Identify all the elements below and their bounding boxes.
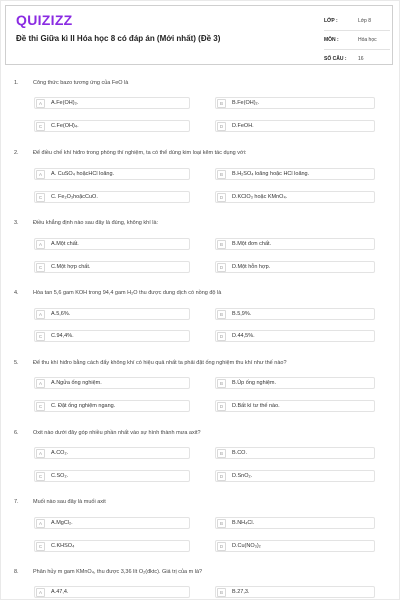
meta-value: 16 bbox=[358, 56, 364, 62]
option-text: B.5,9%. bbox=[232, 311, 252, 317]
option-letter: B bbox=[217, 449, 226, 458]
question-number: 7. bbox=[14, 499, 19, 505]
option-letter: C bbox=[36, 472, 45, 481]
meta-key: SỐ CÂU : bbox=[324, 56, 347, 62]
question-number: 5. bbox=[14, 360, 19, 366]
option-letter: B bbox=[217, 588, 226, 597]
option-text: D.Bất kì tư thế nào. bbox=[232, 403, 280, 409]
option-text: B.NH₄Cl. bbox=[232, 520, 255, 526]
option-text: B.Úp ống nghiệm. bbox=[232, 380, 277, 386]
option-letter: A bbox=[36, 240, 45, 249]
option-text: A.Một chất. bbox=[51, 241, 79, 247]
option-a[interactable] bbox=[34, 517, 190, 529]
question-text: Công thức bazo tương ứng của FeO là bbox=[33, 80, 129, 86]
option-letter: B bbox=[217, 99, 226, 108]
option-letter: A bbox=[36, 519, 45, 528]
option-letter: D bbox=[217, 193, 226, 202]
option-text: C. Fe₂O₃hoặcCuO. bbox=[51, 194, 98, 200]
option-text: A. CuSO₄ hoặcHCl loãng. bbox=[51, 171, 115, 177]
question-text: Hòa tan 5,6 gam KOH trong 94,4 gam H₂O thu được dung dịch có nồng độ là bbox=[33, 290, 222, 296]
option-letter: C bbox=[36, 193, 45, 202]
option-letter: B bbox=[217, 310, 226, 319]
option-letter: D bbox=[217, 402, 226, 411]
meta-value: Lớp 8 bbox=[358, 18, 372, 24]
question-text: Điều khẳng định nào sau đây là đúng, không khí là: bbox=[33, 220, 159, 226]
option-b[interactable] bbox=[215, 308, 375, 320]
meta-key: MÔN : bbox=[324, 37, 339, 43]
option-a[interactable] bbox=[34, 377, 190, 389]
option-a[interactable] bbox=[34, 586, 190, 598]
question-text: Oxit nào dưới đây góp nhiều phần nhất vào sự hình thành mưa axit? bbox=[33, 430, 201, 436]
option-letter: C bbox=[36, 402, 45, 411]
option-text: C.Một hợp chất. bbox=[51, 264, 91, 270]
option-d[interactable] bbox=[215, 120, 375, 132]
option-a[interactable] bbox=[34, 97, 190, 109]
option-letter: A bbox=[36, 588, 45, 597]
meta-row-count bbox=[324, 52, 390, 68]
option-a[interactable] bbox=[34, 238, 190, 250]
option-letter: C bbox=[36, 263, 45, 272]
question-number: 1. bbox=[14, 80, 19, 86]
meta-key: LỚP : bbox=[324, 18, 338, 24]
option-text: B.Một đơn chất. bbox=[232, 241, 272, 247]
question-number: 4. bbox=[14, 290, 19, 296]
option-text: A.Ngửa ống nghiệm. bbox=[51, 380, 102, 386]
option-d[interactable] bbox=[215, 400, 375, 412]
meta-panel bbox=[324, 14, 390, 70]
option-letter: D bbox=[217, 122, 226, 131]
option-text: B.27,3. bbox=[232, 589, 250, 595]
option-letter: D bbox=[217, 263, 226, 272]
option-text: D.KClO₃ hoặc KMnO₄. bbox=[232, 194, 288, 200]
question-number: 6. bbox=[14, 430, 19, 436]
option-d[interactable] bbox=[215, 191, 375, 203]
option-d[interactable] bbox=[215, 470, 375, 482]
option-text: B.Fe(OH)₂. bbox=[232, 100, 260, 106]
meta-row-subject bbox=[324, 33, 390, 50]
option-c[interactable] bbox=[34, 261, 190, 273]
option-b[interactable] bbox=[215, 97, 375, 109]
option-b[interactable] bbox=[215, 238, 375, 250]
option-text: C. Đặt ống nghiệm ngang. bbox=[51, 403, 116, 409]
option-text: D.Một hỗn hợp. bbox=[232, 264, 271, 270]
option-text: C.94,4%. bbox=[51, 333, 74, 339]
option-letter: A bbox=[36, 99, 45, 108]
option-letter: D bbox=[217, 472, 226, 481]
option-letter: D bbox=[217, 542, 226, 551]
question-number: 2. bbox=[14, 150, 19, 156]
question-text: Để thu khí hiđro bằng cách đẩy không khí có hiệu quả nhất ta phải đặt ống nghiệm thu khí như thế nào? bbox=[33, 360, 287, 366]
option-letter: A bbox=[36, 379, 45, 388]
option-text: D.SnO₂. bbox=[232, 473, 253, 479]
option-c[interactable] bbox=[34, 191, 190, 203]
option-letter: D bbox=[217, 332, 226, 341]
option-letter: B bbox=[217, 240, 226, 249]
option-letter: A bbox=[36, 449, 45, 458]
option-text: D.FeOH. bbox=[232, 123, 254, 129]
option-b[interactable] bbox=[215, 517, 375, 529]
question-text: Muối nào sau đây là muối axit bbox=[33, 499, 106, 505]
option-text: A.Fe(OH)₃. bbox=[51, 100, 79, 106]
header-box bbox=[5, 5, 393, 65]
option-letter: B bbox=[217, 379, 226, 388]
option-b[interactable] bbox=[215, 377, 375, 389]
option-letter: B bbox=[217, 170, 226, 179]
question-number: 8. bbox=[14, 569, 19, 575]
option-a[interactable] bbox=[34, 308, 190, 320]
meta-value: Hóa học bbox=[358, 37, 377, 43]
option-text: A.5,6%. bbox=[51, 311, 71, 317]
option-letter: C bbox=[36, 122, 45, 131]
option-text: A.CO₂. bbox=[51, 450, 69, 456]
option-c[interactable] bbox=[34, 400, 190, 412]
option-c[interactable] bbox=[34, 330, 190, 342]
option-b[interactable] bbox=[215, 586, 375, 598]
option-text: A.47,4. bbox=[51, 589, 69, 595]
option-letter: A bbox=[36, 310, 45, 319]
option-a[interactable] bbox=[34, 447, 190, 459]
option-a[interactable] bbox=[34, 168, 190, 180]
option-d[interactable] bbox=[215, 330, 375, 342]
option-letter: A bbox=[36, 170, 45, 179]
page-title: Đề thi Giữa kì II Hóa học 8 có đáp án (Mới nhất) (Đề 3) bbox=[16, 34, 221, 43]
option-text: D.44,5%. bbox=[232, 333, 255, 339]
option-c[interactable] bbox=[34, 540, 190, 552]
option-text: B.H₂SO₄ loãng hoặc HCl loãng. bbox=[232, 171, 310, 177]
option-letter: B bbox=[217, 519, 226, 528]
question-text: Phân hủy m gam KMnO₄, thu được 3,36 lít O₂(đktc). Giá trị của m là? bbox=[33, 569, 203, 575]
option-b[interactable] bbox=[215, 168, 375, 180]
question-number: 3. bbox=[14, 220, 19, 226]
option-text: B.CO. bbox=[232, 450, 247, 456]
meta-row-grade bbox=[324, 14, 390, 31]
option-text: D.Cu(NO₃)₂ bbox=[232, 543, 261, 549]
option-text: C.KHSO₄ bbox=[51, 543, 75, 549]
question-text: Để điều chế khí hiđro trong phòng thí nghiệm, ta có thể dùng kim loại kẽm tác dụng với: bbox=[33, 150, 247, 156]
option-b[interactable] bbox=[215, 447, 375, 459]
option-text: C.SO₂. bbox=[51, 473, 69, 479]
option-text: C.Fe(OH)₄. bbox=[51, 123, 79, 129]
option-text: A.MgCl₂. bbox=[51, 520, 73, 526]
option-c[interactable] bbox=[34, 120, 190, 132]
option-letter: C bbox=[36, 542, 45, 551]
quizizz-logo: QUIZIZZ bbox=[16, 12, 73, 28]
option-letter: C bbox=[36, 332, 45, 341]
option-d[interactable] bbox=[215, 261, 375, 273]
option-d[interactable] bbox=[215, 540, 375, 552]
option-c[interactable] bbox=[34, 470, 190, 482]
